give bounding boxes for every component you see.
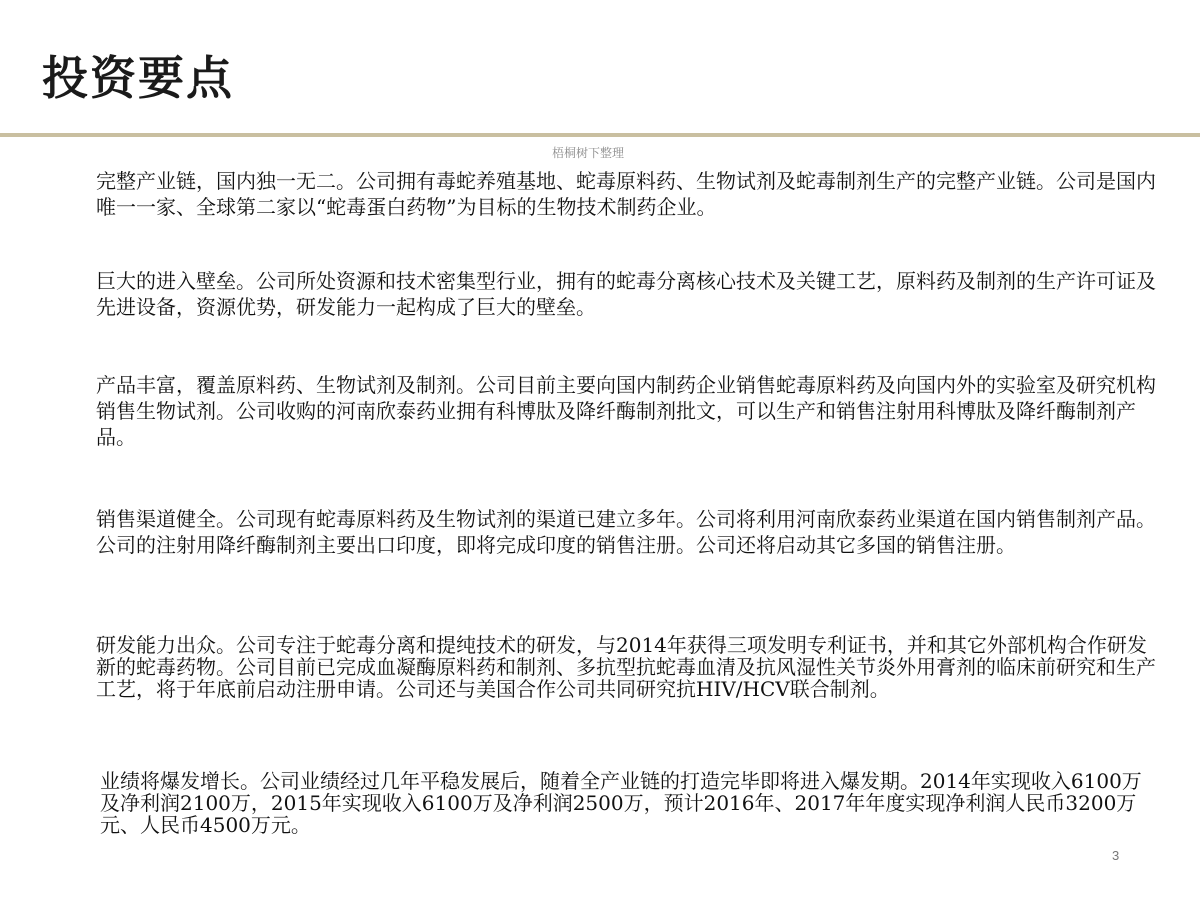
paragraph-industry-chain: 完整产业链，国内独一无二。公司拥有毒蛇养殖基地、蛇毒原料药、生物试剂及蛇毒制剂生产的完整产业链。公司是国内唯一一家、全球第二家以“蛇毒蛋白药物”为目标的生物技术制药企业。	[96, 169, 1156, 219]
paragraph-entry-barrier: 巨大的进入壁垒。公司所处资源和技术密集型行业，拥有的蛇毒分离核心技术及关键工艺，原料药及制剂的生产许可证及先进设备，资源优势，研发能力一起构成了巨大的壁垒。	[96, 269, 1156, 319]
title-divider	[0, 133, 1200, 137]
paragraph-product-range: 产品丰富，覆盖原料药、生物试剂及制剂。公司目前主要向国内制药企业销售蛇毒原料药及向国内外的实验室及研究机构销售生物试剂。公司收购的河南欣泰药业拥有科博肽及降纤酶制剂批文，可以生产和销售注射用科博肽及降纤酶制剂产品。	[96, 373, 1156, 449]
paragraph-earnings-growth: 业绩将爆发增长。公司业绩经过几年平稳发展后，随着全产业链的打造完毕即将进入爆发期。2014年实现收入6100万及净利润2100万，2015年实现收入6100万及净利润2500万，预计2016年、2017年年度实现净利润人民币3200万元、人民币4500万元。	[100, 769, 1142, 837]
page-number: 3	[1112, 848, 1120, 863]
paragraph-sales-channels: 销售渠道健全。公司现有蛇毒原料药及生物试剂的渠道已建立多年。公司将利用河南欣泰药业渠道在国内销售制剂产品。公司的注射用降纤酶制剂主要出口印度，即将完成印度的销售注册。公司还将启动其它多国的销售注册。	[96, 507, 1156, 557]
paragraph-rd-capability: 研发能力出众。公司专注于蛇毒分离和提纯技术的研发，与2014年获得三项发明专利证书，并和其它外部机构合作研发新的蛇毒药物。公司目前已完成血凝酶原料药和制剂、多抗型抗蛇毒血清及抗风湿性关节炎外用膏剂的临床前研究和生产工艺，将于年底前启动注册申请。公司还与美国合作公司共同研究抗HIV/HCV联合制剂。	[96, 633, 1156, 701]
watermark-text: 梧桐树下整理	[552, 146, 625, 160]
slide-title: 投资要点	[42, 51, 234, 105]
